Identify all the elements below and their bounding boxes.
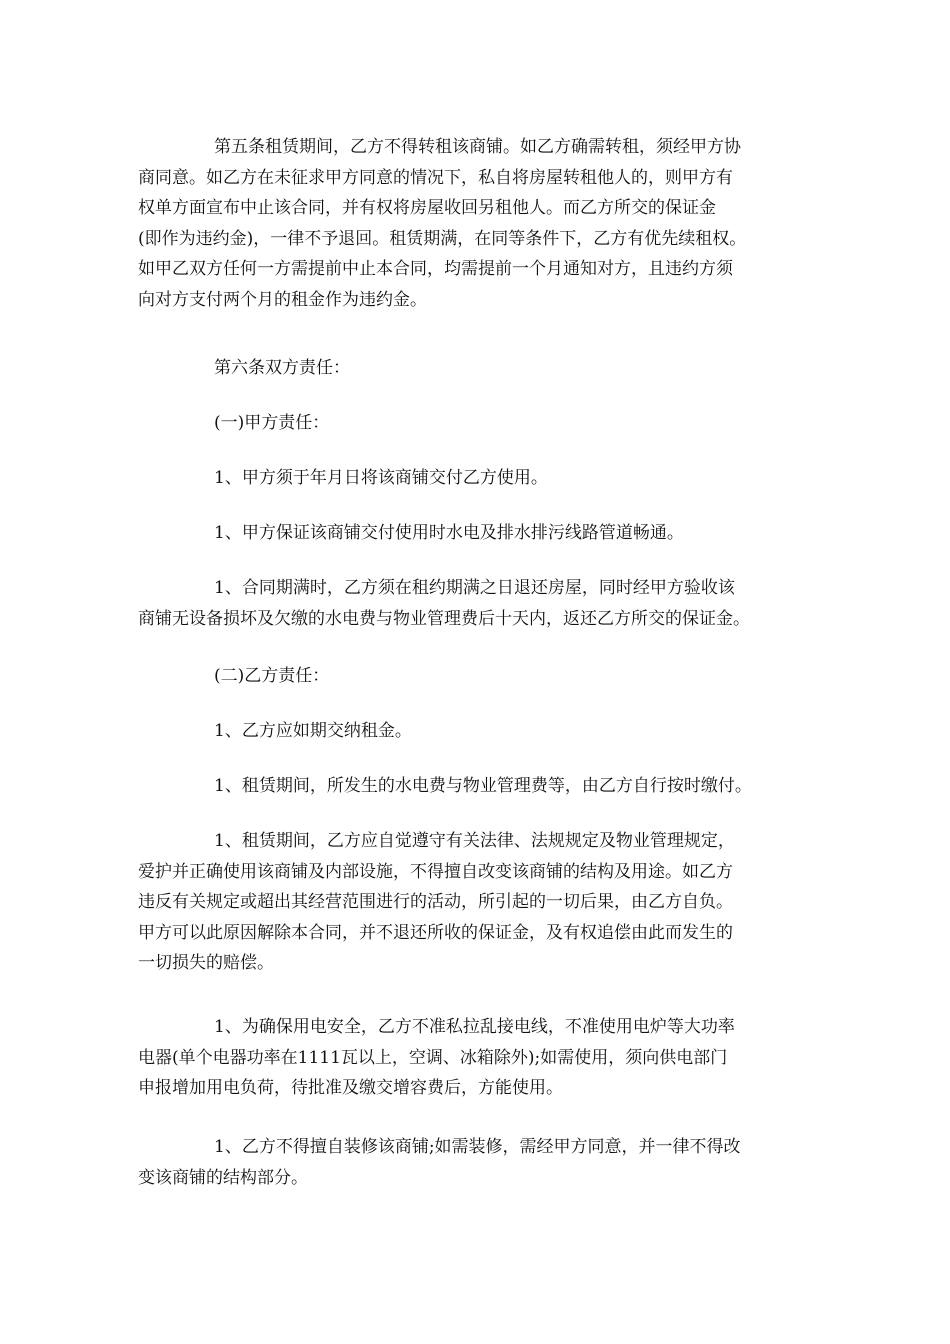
text-line: (二)乙方责任： [214, 666, 330, 686]
paragraph-article-5 [138, 132, 818, 315]
text-line: 爱护并正确使用该商铺及内部设施，不得擅自改变该商铺的结构及用途。如乙方 [138, 861, 733, 882]
text-line: 1、租赁期间，所发生的水电费与物业管理费等，由乙方自行按时缴付。 [214, 776, 752, 796]
text-line: 1、乙方应如期交纳租金。 [214, 721, 412, 741]
text-line: 1、甲方保证该商铺交付使用时水电及排水排污线路管道畅通。 [214, 523, 684, 543]
list-item-party-b-3 [138, 826, 818, 979]
text-line: 电器(单个电器功率在1111瓦以上，空调、冰箱除外);如需使用，须向供电部门 [138, 1047, 728, 1068]
list-item-party-b-4 [138, 1012, 818, 1104]
list-item-party-b-2 [138, 771, 818, 802]
subsection-heading-party-a [138, 408, 818, 439]
list-item-party-a-1 [138, 463, 818, 494]
text-line: 1、合同期满时，乙方须在租约期满之日退还房屋，同时经甲方验收该 [214, 578, 735, 598]
text-line: 1、甲方须于年月日将该商铺交付乙方使用。 [214, 468, 548, 488]
text-line: 一切损失的赔偿。 [138, 953, 274, 973]
text-line: 如甲乙双方任何一方需提前中止本合同，均需提前一个月通知对方，且违约方须 [138, 259, 733, 279]
text-line: 1、为确保用电安全，乙方不准私拉乱接电线，不准使用电炉等大功率 [214, 1017, 735, 1037]
text-line: 商同意。如乙方在未征求甲方同意的情况下，私自将房屋转租他人的，则甲方有 [138, 167, 733, 188]
text-line: (即作为违约金)，一律不予退回。租赁期满，在同等条件下，乙方有优先续租权。 [138, 228, 747, 249]
text-line: 第六条双方责任： [214, 358, 350, 378]
text-line: 向对方支付两个月的租金作为违约金。 [138, 289, 427, 310]
text-line: 第五条租赁期间，乙方不得转租该商铺。如乙方确需转租，须经甲方协 [214, 137, 741, 157]
list-item-party-a-3 [138, 573, 818, 634]
text-line: 违反有关规定或超出其经营范围进行的活动，所引起的一切后果，由乙方自负。 [138, 892, 733, 912]
list-item-party-b-1 [138, 716, 818, 747]
list-item-party-a-2 [138, 518, 818, 549]
text-line: 申报增加用电负荷，待批准及缴交增容费后，方能使用。 [138, 1078, 563, 1098]
list-item-party-b-5 [138, 1132, 818, 1193]
text-line: 商铺无设备损坏及欠缴的水电费与物业管理费后十天内，返还乙方所交的保证金。 [138, 608, 750, 629]
text-line: 权单方面宣布中止该合同，并有权将房屋收回另租他人。而乙方所交的保证金 [138, 198, 716, 218]
text-line: (一)甲方责任： [214, 413, 330, 433]
text-line: 1、租赁期间，乙方应自觉遵守有关法律、法规规定及物业管理规定， [214, 831, 735, 851]
subsection-heading-party-b [138, 661, 818, 692]
text-line: 变该商铺的结构部分。 [138, 1167, 308, 1188]
section-heading-article-6 [138, 353, 818, 384]
text-line: 1、乙方不得擅自装修该商铺;如需装修，需经甲方同意，并一律不得改 [214, 1137, 741, 1157]
text-line: 甲方可以此原因解除本合同，并不退还所收的保证金，及有权追偿由此而发生的 [138, 922, 733, 943]
